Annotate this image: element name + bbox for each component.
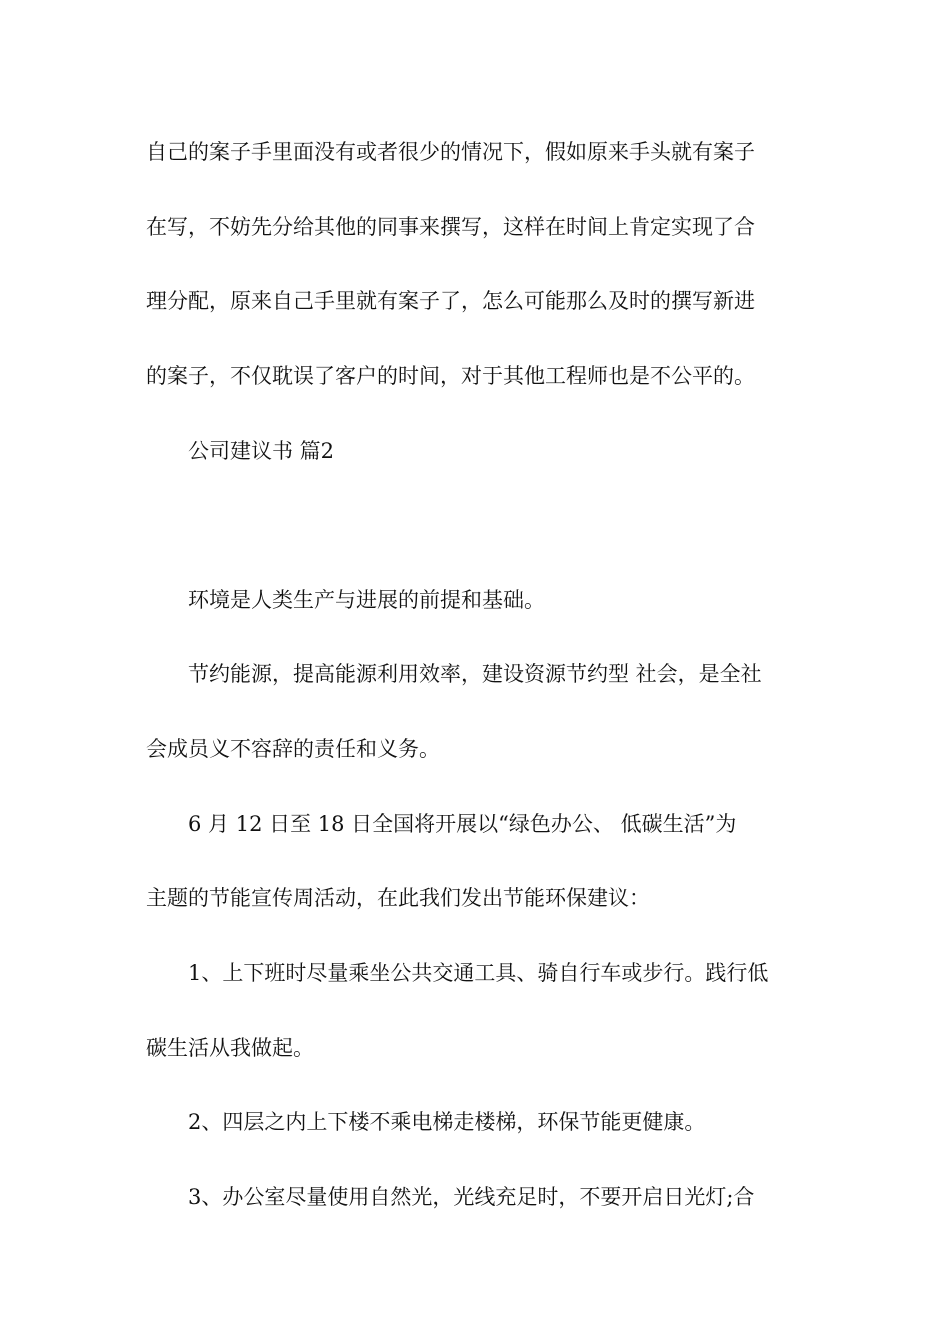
- paragraph-line: 2、四层之内上下楼不乘电梯走楼梯，环保节能更健康。: [188, 1110, 706, 1134]
- paragraph-line: 主题的节能宣传周活动，在此我们发出节能环保建议：: [146, 886, 650, 910]
- paragraph-line: 自己的案子手里面没有或者很少的情况下，假如原来手头就有案子: [146, 140, 755, 164]
- paragraph-line: 3、办公室尽量使用自然光，光线充足时，不要开启日光灯;合: [188, 1185, 755, 1209]
- paragraph-line: 环境是人类生产与进展的前提和基础。: [188, 588, 545, 612]
- paragraph-line: 6 月 12 日至 18 日全国将开展以“绿色办公、 低碳生活”为: [188, 812, 737, 836]
- paragraph-line: 会成员义不容辞的责任和义务。: [146, 737, 440, 761]
- paragraph-line: 理分配，原来自己手里就有案子了，怎么可能那么及时的撰写新进: [146, 289, 755, 313]
- section-heading: 公司建议书 篇2: [188, 439, 335, 463]
- paragraph-line: 节约能源，提高能源利用效率，建设资源节约型 社会，是全社: [188, 662, 762, 686]
- paragraph-line: 在写，不妨先分给其他的同事来撰写，这样在时间上肯定实现了合: [146, 215, 755, 239]
- paragraph-line: 碳生活从我做起。: [146, 1036, 314, 1060]
- paragraph-line: 1、上下班时尽量乘坐公共交通工具、骑自行车或步行。践行低: [188, 961, 769, 985]
- paragraph-line: 的案子，不仅耽误了客户的时间，对于其他工程师也是不公平的。: [146, 364, 755, 388]
